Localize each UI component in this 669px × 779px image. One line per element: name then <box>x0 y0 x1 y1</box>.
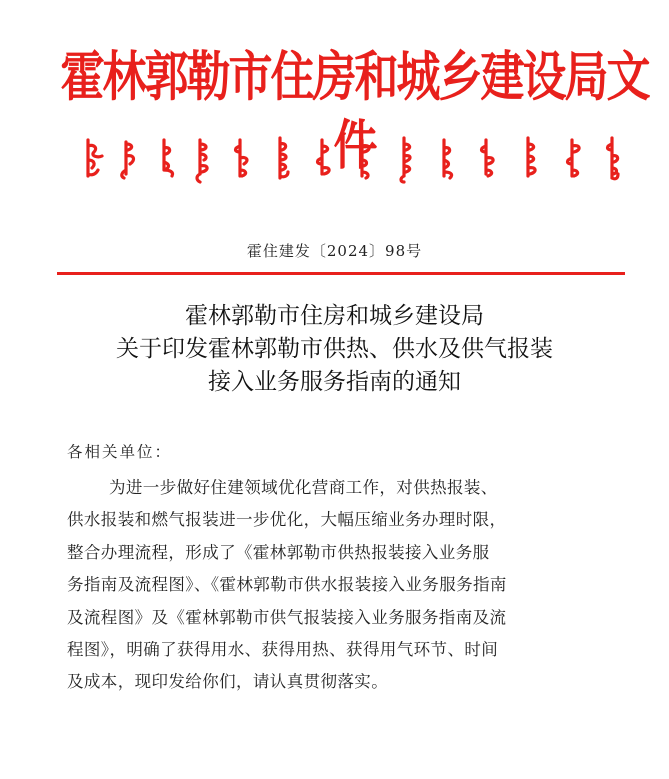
body-line: 整合办理流程，形成了《霍林郭勒市供热报装接入业务服 <box>67 542 490 562</box>
body-line: 及成本，现印发给你们，请认真贯彻落实。 <box>67 672 389 692</box>
body-paragraph <box>67 472 597 699</box>
document-title <box>0 300 669 399</box>
document-number: 霍住建发〔2024〕98号 <box>246 242 423 260</box>
red-divider-line <box>57 272 625 275</box>
body-line: 程图》，明确了获得用水、获得用热、获得用气环节、时间 <box>67 640 499 660</box>
title-line: 关于印发霍林郭勒市供热、供水及供气报装 <box>116 336 553 362</box>
body-line: 及流程图》及《霍林郭勒市供气报装接入业务服务指南及流 <box>67 607 507 627</box>
issuer-title: 霍林郭勒市住房和城乡建设局文件 <box>60 46 649 177</box>
mongolian-script-title <box>82 134 622 186</box>
title-line: 接入业务服务指南的通知 <box>208 369 461 395</box>
body-line: 供水报装和燃气报装进一步优化，大幅压缩业务办理时限， <box>67 510 507 530</box>
salutation: 各相关单位： <box>67 443 173 461</box>
body-line: 为进一步做好住建领域优化营商工作，对供热报装、 <box>109 478 498 497</box>
title-line: 霍林郭勒市住房和城乡建设局 <box>185 303 484 329</box>
body-line: 务指南及流程图》、《霍林郭勒市供水报装接入业务服务指南 <box>67 575 507 595</box>
